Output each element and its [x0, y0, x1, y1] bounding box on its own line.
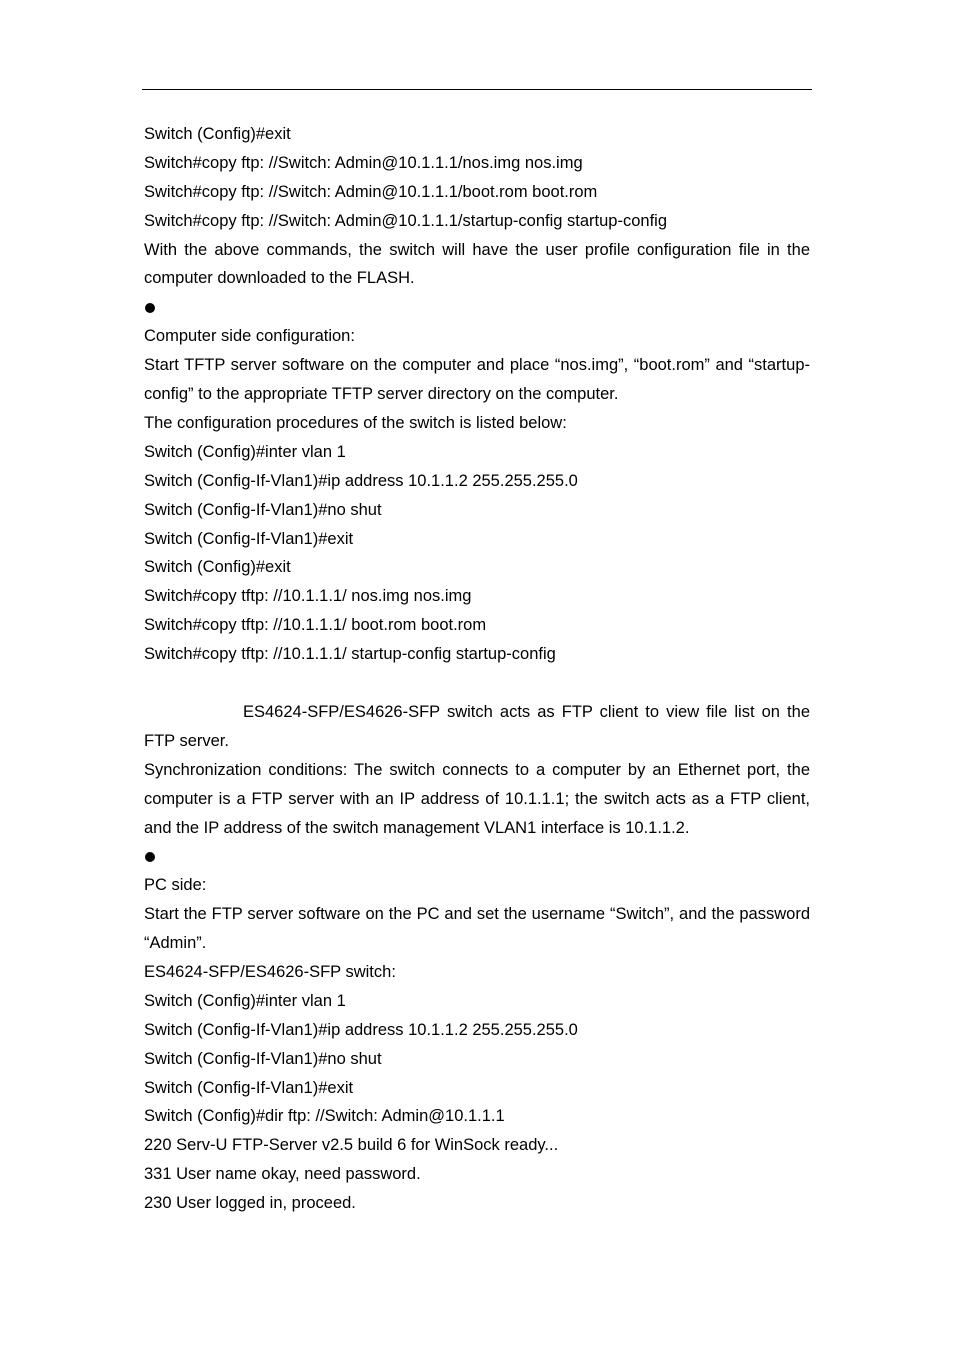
body-paragraph: Start the FTP server software on the PC and set the username “Switch”, and the password “Admin”. — [144, 905, 810, 953]
body-paragraph: Start TFTP server software on the computer and place “nos.img”, “boot.rom” and “startup-config” to the appropriate TFTP server directory on the computer. — [144, 356, 810, 404]
bullet-dot-icon — [145, 303, 155, 313]
section-label: PC side: — [144, 876, 207, 895]
bullet-marker — [144, 293, 810, 322]
example-heading-paragraph: ES4624-SFP/ES4626-SFP switch acts as FTP client to view file list on the FTP server. — [144, 702, 810, 750]
command-line: Switch (Config-If-Vlan1)#ip address 10.1.1.2 255.255.255.0 — [144, 1020, 578, 1039]
command-line: Switch (Config-If-Vlan1)#exit — [144, 1078, 354, 1097]
section-label: The configuration procedures of the switch is listed below: — [144, 413, 567, 432]
command-line: Switch (Config-If-Vlan1)#no shut — [144, 500, 382, 519]
command-line: Switch#copy ftp: //Switch: Admin@10.1.1.1/boot.rom boot.rom — [144, 182, 598, 201]
bullet-marker — [144, 842, 810, 871]
output-line: 230 User logged in, proceed. — [144, 1194, 356, 1213]
command-line: Switch (Config)#dir ftp: //Switch: Admin@10.1.1.1 — [144, 1107, 505, 1126]
body-paragraph: With the above commands, the switch will have the user profile configuration file in the computer downloaded to the FLASH. — [144, 240, 810, 288]
command-line: Switch#copy ftp: //Switch: Admin@10.1.1.1/nos.img nos.img — [144, 153, 583, 172]
blank-line — [144, 669, 810, 698]
command-line: Switch (Config)#inter vlan 1 — [144, 442, 346, 461]
section-label: ES4624-SFP/ES4626-SFP switch: — [144, 963, 396, 981]
command-line: Switch#copy tftp: //10.1.1.1/ nos.img nos.img — [144, 587, 472, 606]
command-line: Switch (Config-If-Vlan1)#exit — [144, 529, 354, 548]
output-line: 220 Serv-U FTP-Server v2.5 build 6 for WinSock ready... — [144, 1136, 559, 1155]
command-line: Switch (Config)#inter vlan 1 — [144, 991, 346, 1010]
section-label: Computer side configuration: — [144, 327, 355, 346]
command-line: Switch#copy ftp: //Switch: Admin@10.1.1.1/startup-config startup-config — [144, 211, 668, 230]
document-body — [144, 120, 810, 1218]
command-line: Switch#copy tftp: //10.1.1.1/ boot.rom boot.rom — [144, 616, 487, 635]
command-line: Switch (Config-If-Vlan1)#ip address 10.1.1.2 255.255.255.0 — [144, 471, 578, 490]
body-paragraph: Synchronization conditions: The switch connects to a computer by an Ethernet port, the computer is a FTP server with an IP address of 10.1.1.1; the switch acts as a FTP client, and the IP address of the switch management VLAN1 interface is 10.1.1.2. — [144, 760, 810, 837]
command-line: Switch (Config)#exit — [144, 558, 291, 577]
header-rule — [142, 89, 812, 90]
command-line: Switch (Config-If-Vlan1)#no shut — [144, 1049, 382, 1068]
output-line: 331 User name okay, need password. — [144, 1165, 421, 1184]
command-line: Switch (Config)#exit — [144, 125, 291, 143]
command-line: Switch#copy tftp: //10.1.1.1/ startup-config startup-config — [144, 645, 556, 664]
bullet-dot-icon — [145, 852, 155, 862]
